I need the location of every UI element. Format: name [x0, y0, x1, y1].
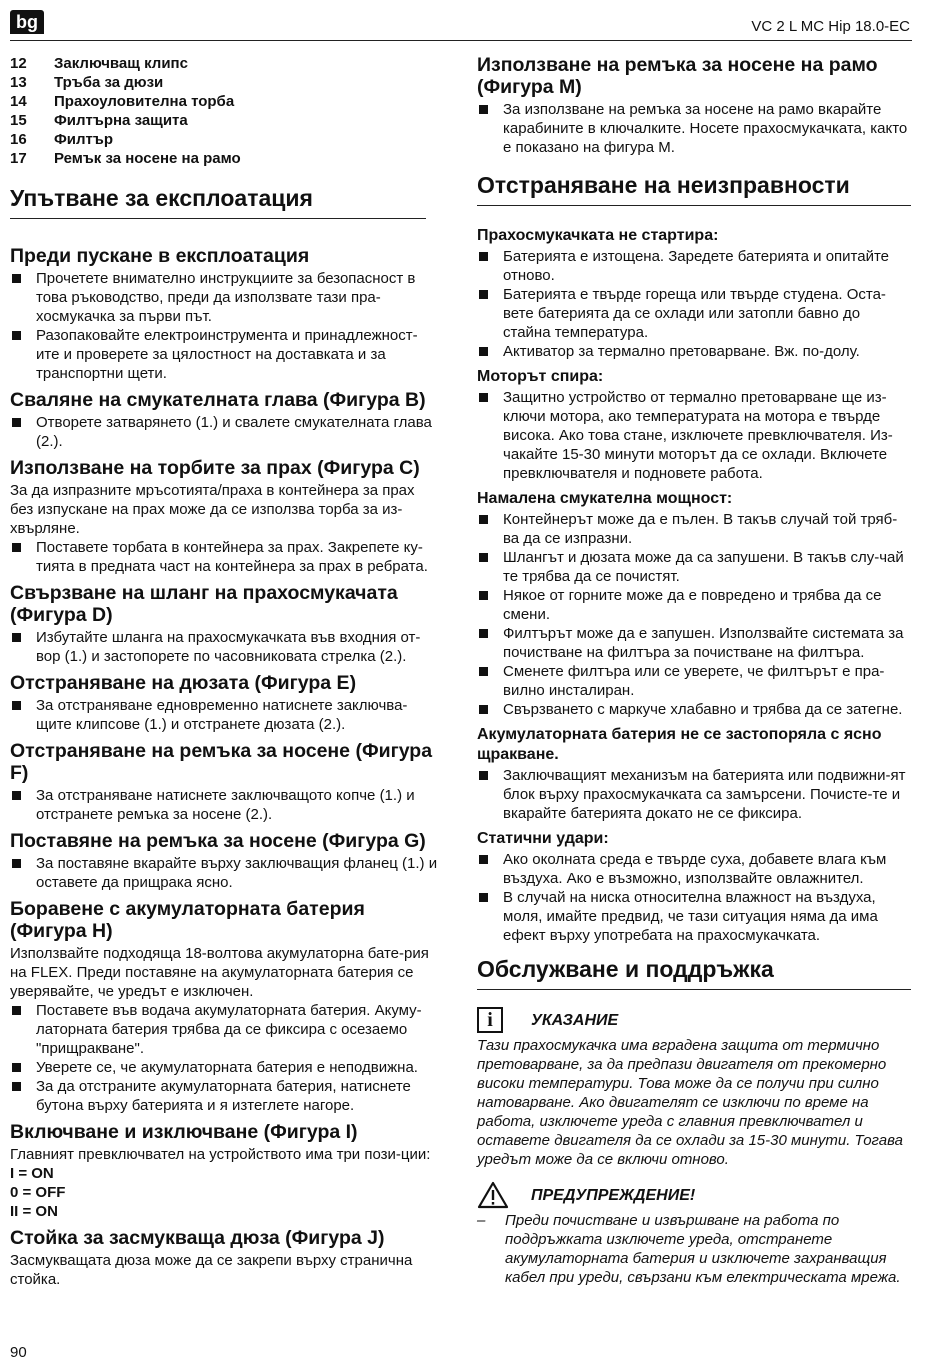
heading-static: Статични удари: [477, 830, 609, 847]
switch-mode: II = ON [10, 1203, 58, 1220]
bullet-list [477, 510, 911, 719]
note-block [477, 1004, 911, 1169]
list-item: Филтърът може да е запушен. Използвайте системата за почистване на филтъра за почистване на филтъра. [477, 624, 911, 662]
paragraph: За да изпразните мръсотията/праха в контейнера за прах без изпускане на прах може да се използва торба за из-хвърляне. [10, 482, 415, 537]
legend-item [10, 92, 438, 111]
page-header [10, 8, 912, 41]
warning-icon [477, 1181, 509, 1209]
bullet-list [10, 696, 438, 734]
legend-label: Заключващ клипс [54, 55, 188, 72]
section-title-operation: Упътване за експлоатация [10, 184, 426, 219]
parts-legend [10, 54, 438, 168]
paragraph: Главният превключвател на устройството има три пози-ции: [10, 1146, 431, 1163]
list-item: Заключващият механизъм на батерията или подвижни-ят блок върху прахосмукачката са замърсени. Почисте-те и вкарайте батерията докато не се фиксира. [477, 766, 911, 823]
warning-header [477, 1179, 911, 1211]
right-column [477, 54, 911, 1287]
heading-no-start: Прахосмукачката не стартира: [477, 227, 719, 244]
switch-modes [10, 1164, 438, 1221]
info-icon: i [477, 1007, 503, 1033]
legend-num: 12 [10, 55, 27, 72]
legend-label: Филтърна защита [54, 112, 188, 129]
list-item: Отворете затварянето (1.) и свалете смукателната глава (2.). [10, 413, 438, 451]
left-column [10, 54, 438, 1289]
bullet-list [477, 247, 911, 361]
switch-mode: I = ON [10, 1165, 54, 1182]
list-item: За отстраняване натиснете заключващото копче (1.) и отстранете ремъка за носене (2.). [10, 786, 438, 824]
legend-label: Филтър [54, 131, 113, 148]
heading-dust-bags: Използване на торбите за прах (Фигура C) [10, 457, 420, 479]
legend-label: Ремък за носене на рамо [54, 150, 241, 167]
list-item: За поставяне вкарайте върху заключващия фланец (1.) и оставете да прищрака ясно. [10, 854, 438, 892]
note-label: УКАЗАНИЕ [531, 1011, 619, 1029]
switch-mode: 0 = OFF [10, 1184, 66, 1201]
legend-item [10, 111, 438, 130]
list-item: Прочетете внимателно инструкциите за безопасност в това ръководство, преди да използвате тази пра-хосмукачка за първи път. [10, 269, 438, 326]
heading-connect-hose: Свързване на шланг на прахосмукачата (Фигура D) [10, 582, 398, 626]
legend-num: 14 [10, 93, 27, 110]
warning-label: ПРЕДУПРЕЖДЕНИЕ! [531, 1186, 696, 1204]
legend-label: Прахоуловителна торба [54, 93, 235, 110]
legend-num: 15 [10, 112, 27, 129]
legend-num: 13 [10, 74, 27, 91]
paragraph: Използвайте подходяща 18-волтова акумулаторна бате-рия на FLEX. Преди поставяне на акумулаторната батерия се уверявайте, че уредът е изключен. [10, 945, 429, 1000]
heading-battery-lock: Акумулаторната батерия не се застопоряла с ясно щракване. [477, 726, 882, 763]
section-title-service: Обслужване и поддръжка [477, 955, 911, 990]
list-item: Уверете се, че акумулаторната батерия е неподвижна. [10, 1058, 438, 1077]
heading-fit-strap: Поставяне на ремъка за носене (Фигура G) [10, 830, 426, 852]
legend-num: 16 [10, 131, 27, 148]
bullet-list [10, 269, 438, 383]
list-item: Поставете във водача акумулаторната батерия. Акуму-латорната батерия трябва да се фиксира с осезаемо "прищракване". [10, 1001, 438, 1058]
bullet-list [10, 786, 438, 824]
heading-battery: Боравене с акумулаторната батерия (Фигура H) [10, 898, 365, 942]
heading-switch: Включване и изключване (Фигура I) [10, 1121, 358, 1143]
list-item: Свързването с маркуче хлабавно и трябва да се затегне. [477, 700, 911, 719]
paragraph: Засмукващата дюза може да се закрепи върху странична стойка. [10, 1252, 413, 1288]
heading-remove-head: Сваляне на смукателната глава (Фигура B) [10, 389, 426, 411]
list-item: Защитно устройство от термално претоварване ще из-ключи мотора, ако температурата на мотора е твърде висока. Ако това стане, изключете превключвателя. Из-чакайте 15-30 минути моторът да се охлади. Включете превключвателя и подновете работа. [477, 388, 911, 483]
list-item: Шлангът и дюзата може да са запушени. В такъв слу-чай те трябва да се почистят. [477, 548, 911, 586]
note-header [477, 1004, 911, 1036]
list-item: В случай на ниска относителна влажност на въздуха, моля, имайте предвид, че тази ситуация няма да има ефект върху употребата на прахосмукачката. [477, 888, 911, 945]
legend-item [10, 130, 438, 149]
heading-low-suction: Намалена смукателна мощност: [477, 490, 733, 507]
list-item: За използване на ремъка за носене на рамо вкарайте карабините в ключалките. Носете прахосмукачката, както е показано на фигура M. [477, 100, 911, 157]
bullet-list [477, 850, 911, 945]
list-item: За да отстраните акумулаторната батерия, натиснете бутона върху батерията и я изтеглете нагоре. [10, 1077, 438, 1115]
bullet-list [10, 854, 438, 892]
section-title-troubleshooting: Отстраняване на неизправности [477, 171, 911, 206]
bullet-list [477, 100, 911, 157]
bullet-list [10, 628, 438, 666]
list-item: Активатор за термално претоварване. Вж. по-долу. [477, 342, 911, 361]
bullet-list [10, 413, 438, 451]
list-item: Някое от горните може да е повредено и трябва да се смени. [477, 586, 911, 624]
legend-item [10, 73, 438, 92]
heading-remove-strap: Отстраняване на ремъка за носене (Фигура F) [10, 740, 433, 784]
language-badge: bg [10, 10, 44, 34]
list-item: Избутайте шланга на прахосмукачката във входния от-вор (1.) и застопорете по часовниковата стрелка (2.). [10, 628, 438, 666]
list-item: Сменете филтъра или се уверете, че филтърът е пра-вилно инсталиран. [477, 662, 911, 700]
note-text: Тази прахосмукачка има вградена защита от термично претоварване, за да предпази двигателя от прекомерно високи температури. Това може да се получи при силно натоварване. Ако двигателят се изключи по време на работа, изключете уреда с главния превключвател и оставете двигателя да се охлади за 15-30 минути. Тогава уредът може да се включи отново. [477, 1037, 903, 1168]
bullet-list [10, 1001, 438, 1115]
heading-motor-stops: Моторът спира: [477, 368, 604, 385]
list-item: Ако околната среда е твърде суха, добавете влага към въздуха. Ако е възможно, използвайте овлажнител. [477, 850, 911, 888]
legend-item [10, 149, 438, 168]
heading-remove-nozzle: Отстраняване на дюзата (Фигура E) [10, 672, 357, 694]
dash-marker: – [477, 1212, 486, 1229]
list-item: Батерията е изтощена. Заредете батерията и опитайте отново. [477, 247, 911, 285]
legend-num: 17 [10, 150, 27, 167]
list-item: Поставете торбата в контейнера за прах. Закрепете ку-тията в предната част на контейнера за прах в ребрата. [10, 538, 438, 576]
heading-before-start: Преди пускане в експлоатация [10, 245, 310, 267]
list-item: Батерията е твърде гореща или твърде студена. Оста-вете батерията да се охлади или затопли бавно до стайна температура. [477, 285, 911, 342]
warning-block [477, 1179, 911, 1287]
heading-nozzle-stand: Стойка за засмукваща дюза (Фигура J) [10, 1227, 385, 1249]
heading-shoulder-strap: Използване на ремъка за носене на рамо (Фигура M) [477, 54, 878, 98]
page-number: 90 [10, 1344, 27, 1361]
bullet-list [477, 388, 911, 483]
bullet-list [10, 538, 438, 576]
warning-item [477, 1211, 911, 1287]
list-item: Контейнерът може да е пълен. В такъв случай той тряб-ва да се изпразни. [477, 510, 911, 548]
bullet-list [477, 766, 911, 823]
legend-item [10, 54, 438, 73]
legend-label: Тръба за дюзи [54, 74, 164, 91]
model-name: VC 2 L MC Hip 18.0-EC [751, 18, 910, 35]
list-item: Разопаковайте електроинструмента и принадлежност-ите и проверете за цялостност на доставката и за транспортни щети. [10, 326, 438, 383]
list-item: За отстраняване едновременно натиснете заключва-щите клипсове (1.) и отстранете дюзата (2.). [10, 696, 438, 734]
warning-text: Преди почистване и извършване на работа по поддръжката изключете уреда, отстранете акумулаторната батерия и изключете захранващия кабел при уреди, свързани към електрическата мрежа. [505, 1212, 901, 1286]
